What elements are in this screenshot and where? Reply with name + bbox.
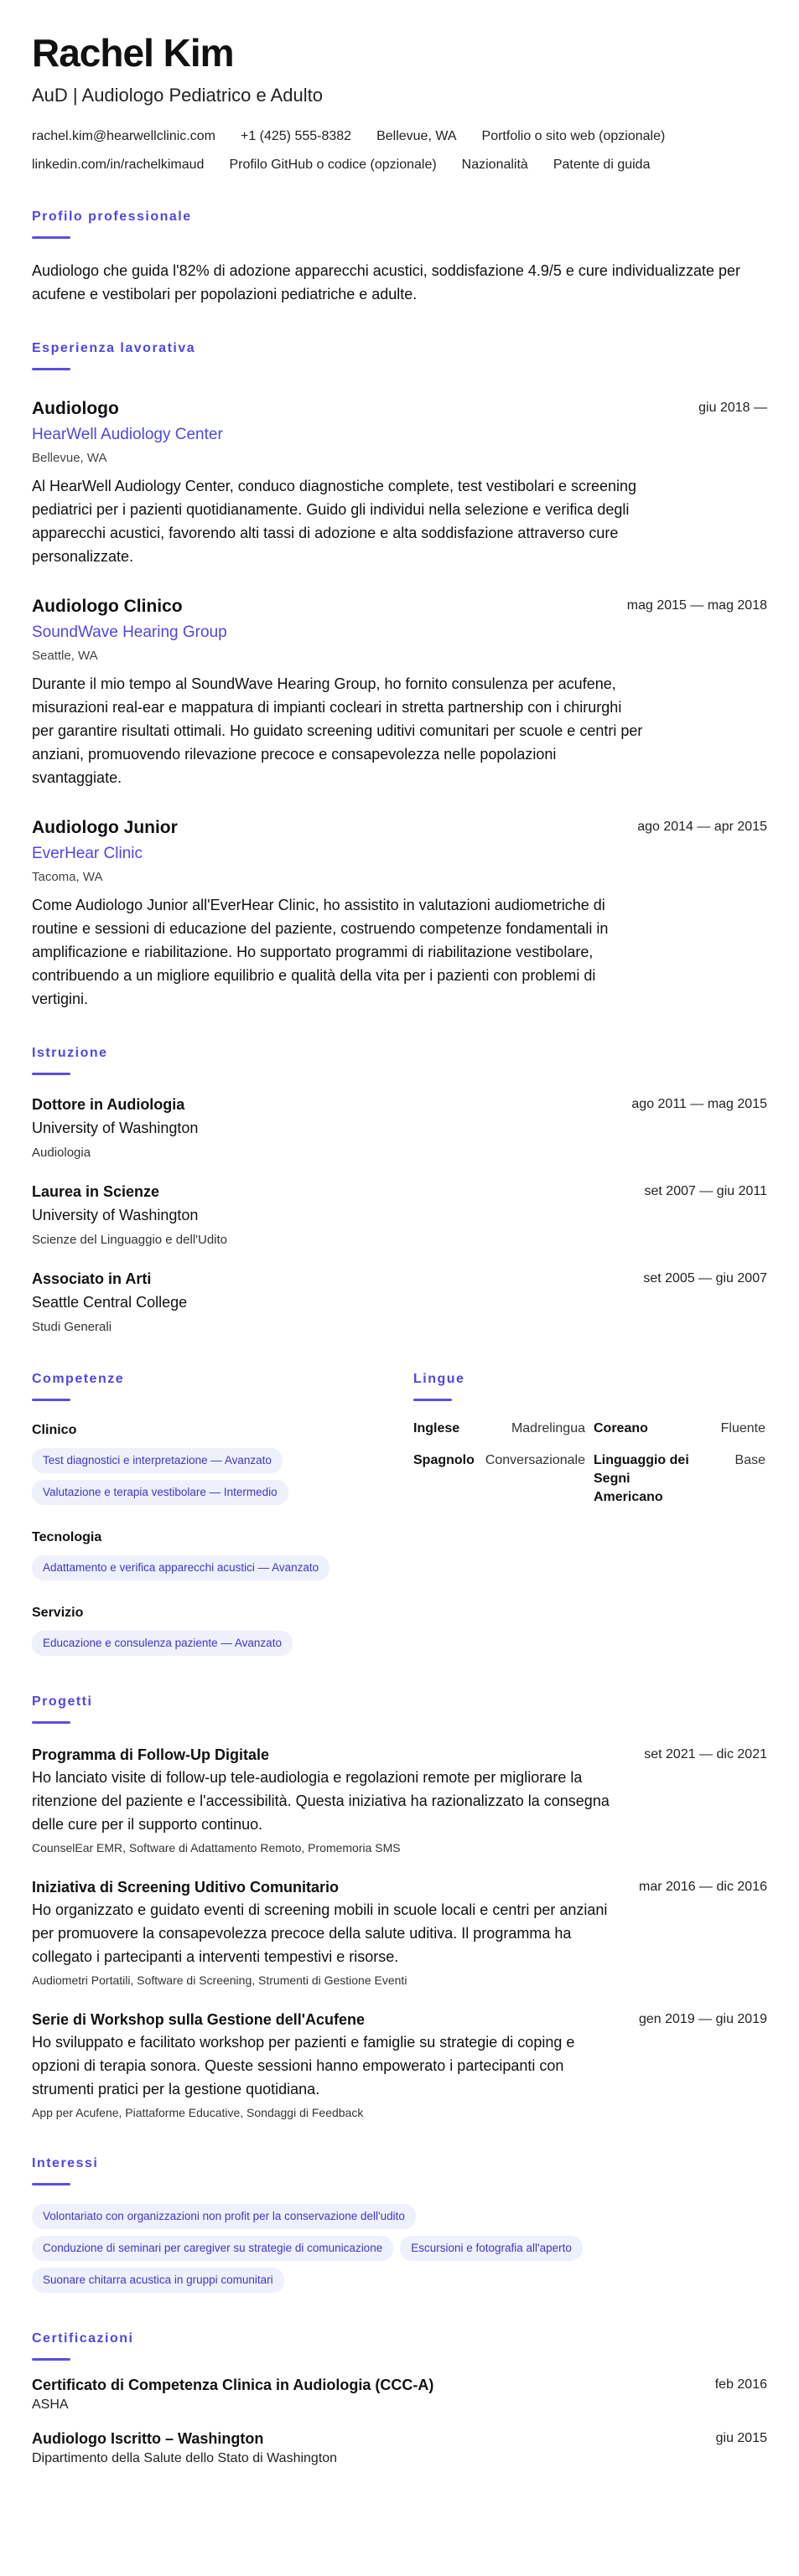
section-divider: [32, 1399, 70, 1401]
education-degree: Associato in Arti: [32, 1270, 152, 1287]
location-text: Bellevue, WA: [376, 129, 457, 143]
project-title: Iniziativa di Screening Uditivo Comunitario: [32, 1879, 340, 1896]
project-tools: App per Acufene, Piattaforme Educative, Sondaggi di Feedback: [32, 2106, 364, 2119]
job-entry: [32, 397, 767, 568]
section-title: Lingue: [413, 1372, 465, 1386]
skill-chip: Test diagnostici e interpretazione — Avanzato: [32, 1448, 283, 1473]
certification-name: Audiologo Iscritto – Washington: [32, 2430, 264, 2447]
interest-chip: Volontariato con organizzazioni non profit per la conservazione dell'udito: [32, 2204, 416, 2229]
education-entry: [32, 1268, 767, 1337]
section-divider: [32, 236, 70, 239]
project-date: set 2021 — dic 2021: [644, 1747, 767, 1761]
skill-chip: Educazione e consulenza paziente — Avanzato: [32, 1631, 293, 1656]
job-description: Come Audiologo Junior all'EverHear Clinic, ho assistito in valutazioni audiometriche di routine e sessioni di educazione del paziente, costruendo competenze fondamentali in amplificazione e riabilitazione. Ho supportato programmi di riabilitazione vestibolare, contribuendo a un migliore equilibrio e qualità della vita per i pazienti con problemi di vertigini.: [32, 897, 609, 1007]
profile-summary: Audiologo che guida l'82% di adozione apparecchi acustici, soddisfazione 4.9/5 e cure individualizzate per acufene e vestibolari per popolazioni pediatriche e adulte.: [32, 262, 740, 303]
contact-info: [32, 127, 767, 174]
portfolio-link[interactable]: Portfolio o sito web (opzionale): [481, 129, 666, 143]
job-location: Bellevue, WA: [32, 451, 107, 465]
certification-date: feb 2016: [714, 2377, 767, 2392]
job-title: Audiologo: [32, 399, 119, 418]
language-level: Conversazionale: [485, 1453, 585, 1467]
linkedin-link[interactable]: linkedin.com/in/rachelkimaud: [32, 158, 205, 172]
projects-section: [32, 1693, 767, 2121]
education-entry: [32, 1181, 767, 1249]
skill-category: Tecnologia: [32, 1530, 102, 1544]
interest-chips: [32, 2201, 686, 2296]
skill-category: Clinico: [32, 1423, 77, 1437]
skill-chip: Adattamento e verifica apparecchi acustici — Avanzato: [32, 1555, 329, 1580]
language-name: Inglese: [413, 1421, 460, 1435]
project-description: Ho organizzato e guidato eventi di screening mobili in scuole locali e centri per anziani per promuovere la consapevolezza precoce della salute uditiva. Il programma ha collegato i partecipanti a interventi tempestivi e risorse.: [32, 1901, 608, 1965]
language-item: [594, 1451, 765, 1507]
driving-license-text: Patente di guida: [553, 158, 651, 172]
job-date: ago 2014 — apr 2015: [637, 820, 767, 834]
email-link[interactable]: rachel.kim@hearwellclinic.com: [32, 129, 215, 143]
section-title: Istruzione: [32, 1046, 108, 1060]
certification-date: giu 2015: [715, 2431, 767, 2445]
section-divider: [32, 2183, 70, 2185]
certification-name: Certificato di Competenza Clinica in Audiologia (CCC-A): [32, 2377, 434, 2393]
education-field: Studi Generali: [32, 1320, 112, 1334]
education-school: Seattle Central College: [32, 1294, 188, 1311]
section-divider: [32, 1721, 70, 1724]
education-field: Scienze del Linguaggio e dell'Udito: [32, 1233, 228, 1247]
certification-issuer: ASHA: [32, 2398, 69, 2412]
project-entry: [32, 1876, 767, 1989]
project-tools: Audiometri Portatili, Software di Screening, Strumenti di Gestione Eventi: [32, 1973, 407, 1987]
job-description: Al HearWell Audiology Center, conduco diagnostiche complete, test vestibolari e screening pediatrici per i pazienti quotidianamente. Guido gli individui nella selezione e verifica degli apparecchi acustici, favorendo alti tassi di adozione e alta soddisfazione attraverso cure personalizzate.: [32, 478, 637, 565]
section-divider: [32, 2358, 70, 2361]
education-degree: Dottore in Audiologia: [32, 1096, 185, 1113]
project-description: Ho lanciato visite di follow-up tele-audiologia e regolazioni remote per migliorare la ritenzione del paziente e l'accessibilità. Questa iniziativa ha razionalizzato la consegna delle cure per il supporto continuo.: [32, 1769, 610, 1833]
interests-section: [32, 2154, 767, 2296]
project-tools: CounselEar EMR, Software di Adattamento Remoto, Promemoria SMS: [32, 1841, 401, 1854]
languages-section: [413, 1370, 765, 1659]
project-title: Programma di Follow-Up Digitale: [32, 1746, 270, 1763]
interest-chip: Escursioni e fotografia all'aperto: [400, 2236, 583, 2261]
section-title: Profilo professionale: [32, 209, 192, 224]
skill-chips: [32, 1552, 413, 1584]
skill-category: Servizio: [32, 1606, 84, 1620]
contact-row: [32, 156, 767, 174]
nationality-text: Nazionalità: [461, 158, 528, 172]
job-company: SoundWave Hearing Group: [32, 623, 227, 641]
education-school: University of Washington: [32, 1120, 199, 1136]
skill-chips: [32, 1627, 413, 1659]
section-title: Competenze: [32, 1372, 125, 1386]
skills-languages-row: [32, 1370, 767, 1659]
job-date: giu 2018 —: [698, 401, 767, 415]
section-divider: [413, 1399, 452, 1401]
certification-issuer: Dipartimento della Salute dello Stato di Washington: [32, 2451, 338, 2465]
languages-grid: [413, 1420, 765, 1520]
job-title: Audiologo Junior: [32, 818, 178, 837]
education-date: ago 2011 — mag 2015: [631, 1097, 767, 1111]
project-date: gen 2019 — giu 2019: [638, 2012, 767, 2026]
language-name: Linguaggio dei Segni Americano: [594, 1453, 689, 1504]
language-item: [594, 1420, 765, 1438]
job-location: Tacoma, WA: [32, 870, 103, 884]
certification-entry: [32, 2428, 767, 2468]
section-title: Esperienza lavorativa: [32, 341, 196, 355]
project-entry: [32, 1744, 767, 1856]
education-degree: Laurea in Scienze: [32, 1183, 160, 1200]
skills-section: [32, 1370, 413, 1659]
education-school: University of Washington: [32, 1207, 199, 1223]
language-name: Coreano: [594, 1421, 648, 1435]
job-title: Audiologo Clinico: [32, 597, 183, 616]
education-field: Audiologia: [32, 1146, 91, 1160]
candidate-subtitle: AuD | Audiologo Pediatrico e Adulto: [32, 85, 323, 106]
job-entry: [32, 816, 767, 1011]
contact-row: [32, 127, 767, 146]
language-level: Base: [734, 1453, 765, 1467]
experience-section: [32, 339, 767, 1011]
section-title: Progetti: [32, 1694, 93, 1709]
language-item: [413, 1420, 585, 1438]
job-location: Seattle, WA: [32, 649, 98, 663]
interest-chip: Conduzione di seminari per caregiver su strategie di comunicazione: [32, 2236, 393, 2261]
skill-chips: [32, 1445, 413, 1508]
job-description: Durante il mio tempo al SoundWave Hearing Group, ho fornito consulenza per acufene, misurazioni real-ear e mappatura di impianti cocleari in stretta partnership con i chirurghi per garantire risultati ottimali. Ho guidato screening uditivi comunitari per scuole e centri per anziani, promuovendo rilevazione precoce e consapevolezza nelle popolazioni svantaggiate.: [32, 675, 643, 786]
section-title: Interessi: [32, 2156, 99, 2170]
certifications-section: [32, 2330, 767, 2468]
profile-section: [32, 208, 767, 306]
language-level: Madrelingua: [511, 1421, 585, 1435]
job-entry: [32, 595, 767, 789]
section-title: Certificazioni: [32, 2331, 134, 2346]
project-title: Serie di Workshop sulla Gestione dell'Acufene: [32, 2011, 366, 2028]
interest-chip: Suonare chitarra acustica in gruppi comunitari: [32, 2268, 284, 2293]
skill-chip: Valutazione e terapia vestibolare — Intermedio: [32, 1480, 288, 1505]
phone-link[interactable]: +1 (425) 555-8382: [240, 129, 352, 143]
language-item: [413, 1451, 585, 1507]
section-divider: [32, 368, 70, 370]
project-description: Ho sviluppato e facilitato workshop per pazienti e famiglie su strategie di coping e opzioni di terapia sonora. Queste sessioni hanno empowerato i partecipanti con strumenti pratici per la gestione quotidiana.: [32, 2034, 575, 2098]
github-link[interactable]: Profilo GitHub o codice (opzionale): [229, 158, 437, 172]
job-company: HearWell Audiology Center: [32, 426, 223, 443]
section-divider: [32, 1073, 70, 1075]
language-level: Fluente: [720, 1421, 765, 1435]
project-entry: [32, 2009, 767, 2121]
education-date: set 2007 — giu 2011: [644, 1184, 767, 1198]
project-date: mar 2016 — dic 2016: [639, 1880, 767, 1894]
job-date: mag 2015 — mag 2018: [626, 598, 767, 613]
candidate-name: Rachel Kim: [32, 31, 234, 75]
education-section: [32, 1044, 767, 1337]
education-date: set 2005 — giu 2007: [643, 1271, 767, 1285]
education-entry: [32, 1094, 767, 1162]
certification-entry: [32, 2374, 767, 2414]
language-name: Spagnolo: [413, 1453, 475, 1467]
job-company: EverHear Clinic: [32, 845, 143, 862]
